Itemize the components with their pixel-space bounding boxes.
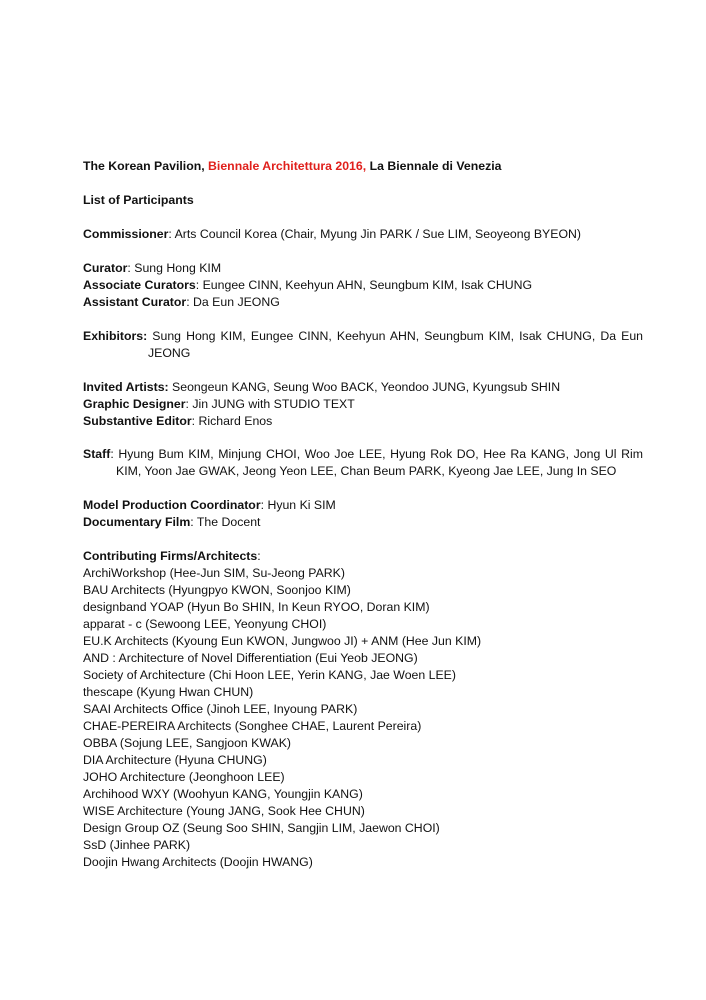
title-venice: La Biennale di Venezia bbox=[366, 159, 502, 173]
list-item: AND : Architecture of Novel Differentiation (Eui Yeob JEONG) bbox=[83, 651, 418, 665]
list-item: thescape (Kyung Hwan CHUN) bbox=[83, 685, 254, 699]
list-item: EU.K Architects (Kyoung Eun KWON, Jungwoo JI) + ANM (Hee Jun KIM) bbox=[83, 634, 482, 648]
title-biennale: Biennale Architettura 2016, bbox=[208, 159, 367, 173]
firms-suffix: : bbox=[257, 549, 261, 563]
list-item: apparat - c (Sewoong LEE, Yeonyung CHOI) bbox=[83, 617, 327, 631]
list-item: DIA Architecture (Hyuna CHUNG) bbox=[83, 753, 267, 767]
title-pavilion: The Korean Pavilion, bbox=[83, 159, 209, 173]
list-item: OBBA (Sojung LEE, Sangjoon KWAK) bbox=[83, 736, 292, 750]
list-item: CHAE-PEREIRA Architects (Songhee CHAE, Laurent Pereira) bbox=[83, 719, 422, 733]
firms-heading bbox=[83, 548, 643, 565]
firms-label: Contributing Firms/Architects bbox=[83, 549, 258, 563]
associate-curators-label: Associate Curators bbox=[83, 278, 196, 292]
invited-artists-value: Seongeun KANG, Seung Woo BACK, Yeondoo JUNG, Kyungsub SHIN bbox=[168, 380, 561, 394]
document-title bbox=[83, 158, 643, 175]
staff-line bbox=[83, 446, 643, 480]
documentary-film-value: : The Docent bbox=[190, 515, 261, 529]
substantive-editor-label: Substantive Editor bbox=[83, 414, 192, 428]
staff-value: : Hyung Bum KIM, Minjung CHOI, Woo Joe LEE, Hyung Rok DO, Hee Ra KANG, Jong Ul Rim KIM, Yoon Jae GWAK, Jeong Yeon LEE, Chan Beum PARK, Kyeong Jae LEE, Jung In SEO bbox=[110, 447, 643, 478]
assistant-curator-value: : Da Eun JEONG bbox=[186, 295, 280, 309]
participants-document bbox=[83, 158, 643, 871]
graphic-designer-line bbox=[83, 396, 643, 413]
list-item: Doojin Hwang Architects (Doojin HWANG) bbox=[83, 855, 313, 869]
exhibitors-label: Exhibitors: bbox=[83, 329, 148, 343]
list-item: designband YOAP (Hyun Bo SHIN, In Keun RYOO, Doran KIM) bbox=[83, 600, 430, 614]
exhibitors-line bbox=[83, 328, 643, 362]
list-item: SAAI Architects Office (Jinoh LEE, Inyoung PARK) bbox=[83, 702, 358, 716]
assistant-curator-line bbox=[83, 294, 643, 311]
firms-list bbox=[83, 565, 643, 871]
documentary-film-label: Documentary Film bbox=[83, 515, 191, 529]
model-production-line bbox=[83, 497, 643, 514]
curator-value: : Sung Hong KIM bbox=[127, 261, 222, 275]
documentary-film-line bbox=[83, 514, 643, 531]
invited-artists-label: Invited Artists: bbox=[83, 380, 169, 394]
list-item: BAU Architects (Hyungpyo KWON, Soonjoo KIM) bbox=[83, 583, 351, 597]
graphic-designer-value: : Jin JUNG with STUDIO TEXT bbox=[185, 397, 355, 411]
list-item: JOHO Architecture (Jeonghoon LEE) bbox=[83, 770, 285, 784]
commissioner-line bbox=[83, 226, 643, 243]
associate-curators-line bbox=[83, 277, 643, 294]
model-production-value: : Hyun Ki SIM bbox=[260, 498, 336, 512]
staff-label: Staff bbox=[83, 447, 111, 461]
list-item: SsD (Jinhee PARK) bbox=[83, 838, 191, 852]
list-item: Archihood WXY (Woohyun KANG, Youngjin KANG) bbox=[83, 787, 363, 801]
invited-artists-line bbox=[83, 379, 643, 396]
exhibitors-value: Sung Hong KIM, Eungee CINN, Keehyun AHN, Seungbum KIM, Isak CHUNG, Da Eun JEONG bbox=[147, 329, 643, 360]
list-item: Society of Architecture (Chi Hoon LEE, Yerin KANG, Jae Woen LEE) bbox=[83, 668, 456, 682]
list-item: ArchiWorkshop (Hee-Jun SIM, Su-Jeong PARK) bbox=[83, 566, 345, 580]
list-item: Design Group OZ (Seung Soo SHIN, Sangjin LIM, Jaewon CHOI) bbox=[83, 821, 440, 835]
commissioner-label: Commissioner bbox=[83, 227, 169, 241]
substantive-editor-line bbox=[83, 413, 643, 430]
model-production-label: Model Production Coordinator bbox=[83, 498, 261, 512]
list-item: WISE Architecture (Young JANG, Sook Hee CHUN) bbox=[83, 804, 365, 818]
list-heading: List of Participants bbox=[83, 193, 194, 207]
curator-label: Curator bbox=[83, 261, 128, 275]
curator-line bbox=[83, 260, 643, 277]
graphic-designer-label: Graphic Designer bbox=[83, 397, 186, 411]
substantive-editor-value: : Richard Enos bbox=[191, 414, 273, 428]
commissioner-value: : Arts Council Korea (Chair, Myung Jin PARK / Sue LIM, Seoyeong BYEON) bbox=[168, 227, 582, 241]
assistant-curator-label: Assistant Curator bbox=[83, 295, 187, 309]
associate-curators-value: : Eungee CINN, Keehyun AHN, Seungbum KIM, Isak CHUNG bbox=[195, 278, 533, 292]
